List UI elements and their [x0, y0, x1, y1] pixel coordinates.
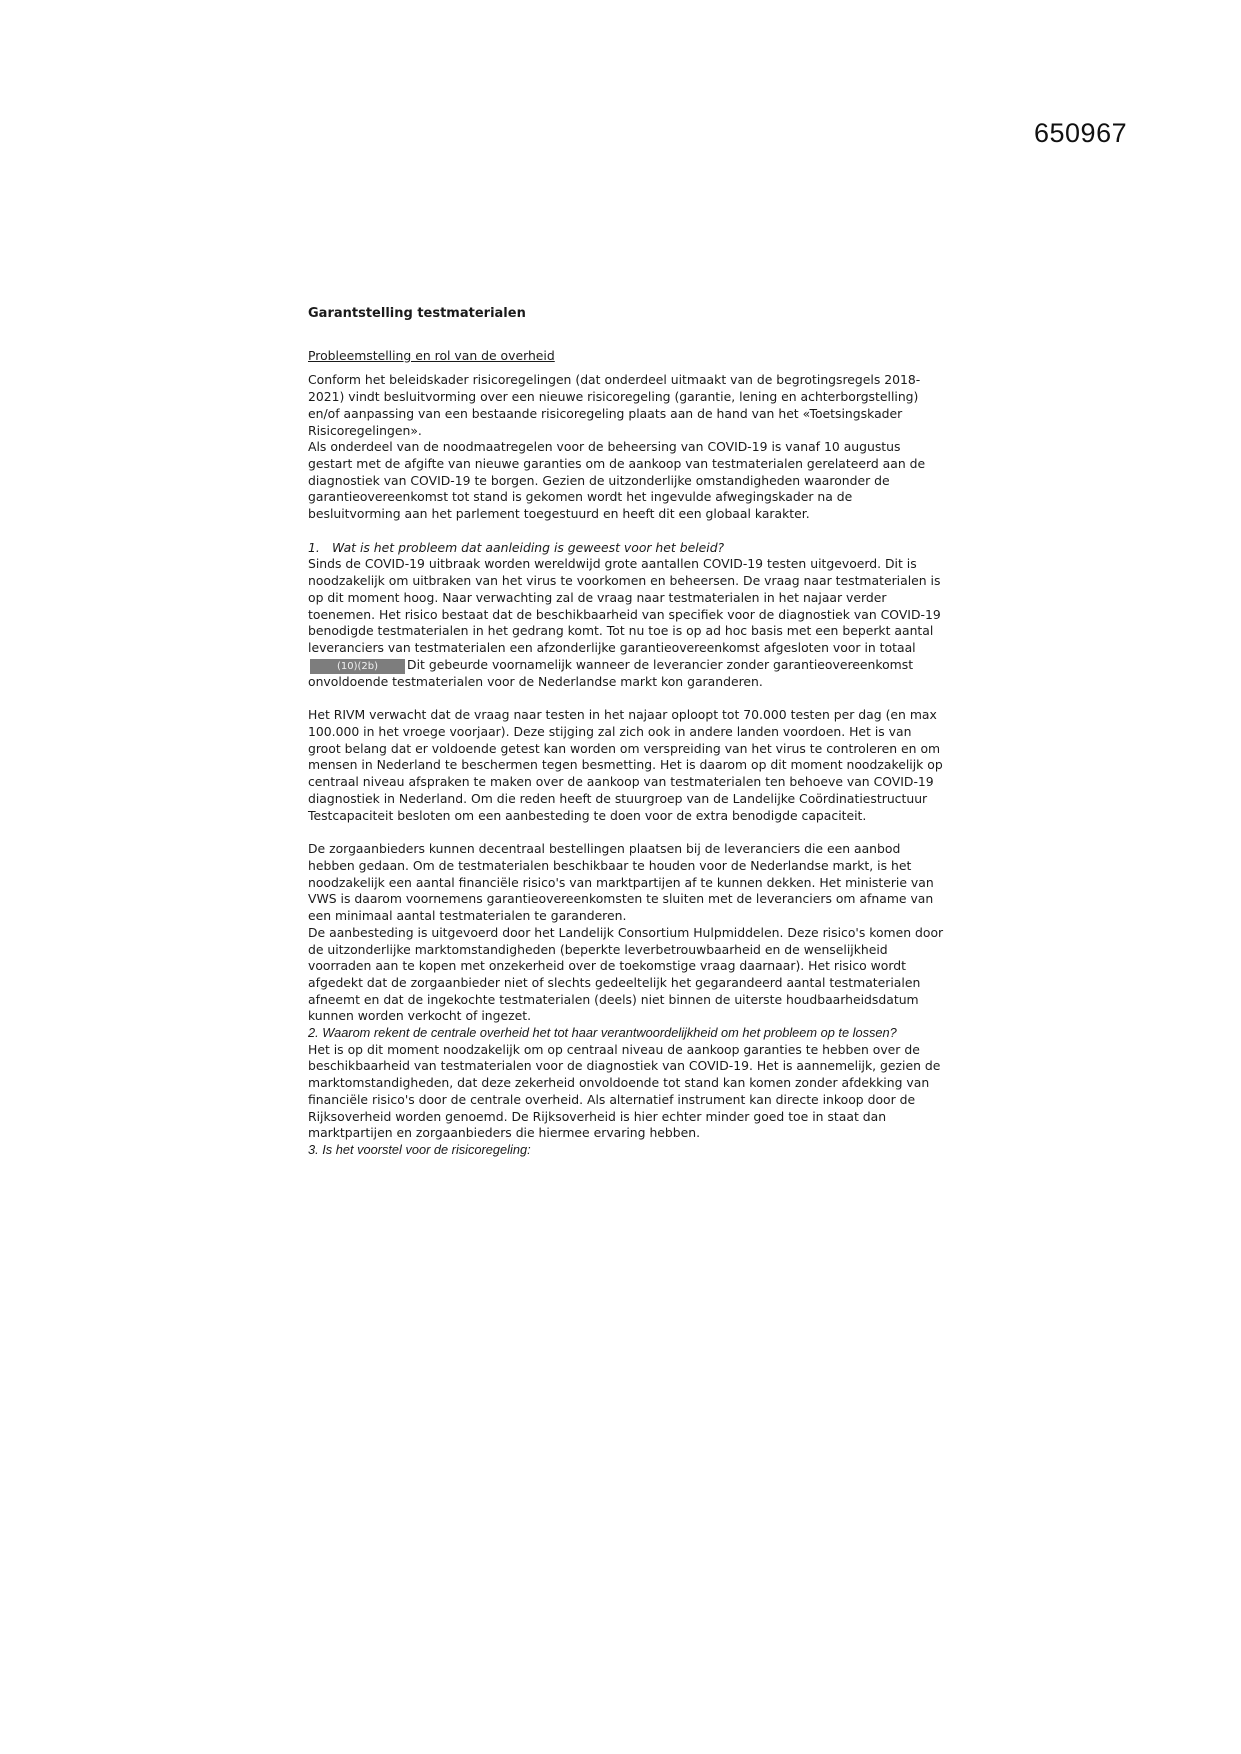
question-1: [308, 540, 948, 557]
document-number: 650967: [1034, 118, 1128, 148]
redaction-box: (10)(2b): [310, 659, 405, 674]
intro-paragraph-1: Conform het beleidskader risicoregelingen (dat onderdeel uitmaakt van de begrotingsregels 2018-2021) vindt besluitvorming over een nieuwe risicoregeling (garantie, lening en achterborgstelling) en/of aanpassing van een bestaande risicoregeling plaats aan de hand van het «Toetsingskader Risicoregelingen».: [308, 372, 921, 438]
document-body: [308, 306, 948, 1159]
answer-1-paragraph-3: De zorgaanbieders kunnen decentraal bestellingen plaatsen bij de leveranciers die een aanbod hebben gedaan. Om de testmaterialen beschikbaar te houden voor de Nederlandse markt, is het noodzakelijk een aantal financiële risico's van marktpartijen af te kunnen dekken. Het ministerie van VWS is daarom voornemens garantieovereenkomsten te sluiten met de leveranciers om afname van een minimaal aantal testmaterialen te garanderen.: [308, 841, 934, 924]
answer-1-paragraph-4: De aanbesteding is uitgevoerd door het Landelijk Consortium Hulpmiddelen. Deze risico's komen door de uitzonderlijke marktomstandigheden (beperkte leverbetrouwbaarheid en de wenselijkheid voorraden aan te kopen met onzekerheid over de toekomstige vraag daarnaar). Het risico wordt afgedekt dat de zorgaanbieder niet of slechts gedeeltelijk het gegarandeerd aantal testmaterialen afneemt en dat de ingekochte testmaterialen (deels) niet binnen de uiterste houdbaarheidsdatum kunnen worden verkocht of ingezet.: [308, 924, 944, 1024]
question-2: 2. Waarom rekent de centrale overheid het tot haar verantwoordelijkheid om het probleem op te lossen?: [308, 1025, 897, 1041]
question-3: 3. Is het voorstel voor de risicoregeling:: [308, 1141, 531, 1157]
answer-2-paragraph-1: Het is op dit moment noodzakelijk om op centraal niveau de aankoop garanties te hebben over de beschikbaarheid van testmaterialen voor de diagnostiek van COVID-19. Het is aannemelijk, gezien de marktomstandigheden, dat deze zekerheid onvoldoende tot stand kan komen zonder afdekking van financiële risico's door de centrale overheid. Als alternatief instrument kan directe inkoop door de Rijksoverheid worden genoemd. De Rijksoverheid is hier echter minder goed toe in staat dan marktpartijen en zorgaanbieders die hiermee ervaring hebben.: [308, 1041, 941, 1141]
section-subheading: Probleemstelling en rol van de overheid: [308, 347, 555, 363]
answer-1-text-after-redaction: Dit gebeurde voornamelijk wanneer de leverancier zonder garantieovereenkomst onvoldoende testmaterialen voor de Nederlandse markt kon garanderen.: [308, 656, 914, 689]
intro-paragraph-2: Als onderdeel van de noodmaatregelen voor de beheersing van COVID-19 is vanaf 10 augustus gestart met de afgifte van nieuwe garanties om de aankoop van testmaterialen gerelateerd aan de diagnostiek van COVID-19 te borgen. Gezien de uitzonderlijke omstandigheden waaronder de garantieovereenkomst tot stand is gekomen wordt het ingevulde afwegingskader na de besluitvorming aan het parlement toegestuurd en heeft dit een globaal karakter.: [308, 439, 926, 522]
answer-1-paragraph-2: Het RIVM verwacht dat de vraag naar testen in het najaar oploopt tot 70.000 testen per dag (en max 100.000 in het vroege voorjaar). Deze stijging zal zich ook in andere landen voordoen. Het is van groot belang dat er voldoende getest kan worden om verspreiding van het virus te controleren en om mensen in Nederland te beschermen tegen besmetting. Het is daarom op dit moment noodzakelijk op centraal niveau afspraken te maken over de aankoop van testmaterialen ten behoeve van COVID-19 diagnostiek in Nederland. Om die reden heeft de stuurgroep van de Landelijke Coördinatiestructuur Testcapaciteit besloten om een aanbesteding te doen voor de extra benodigde capaciteit.: [308, 707, 943, 823]
question-1-number: 1.: [308, 539, 320, 555]
document-title: Garantstelling testmaterialen: [308, 306, 526, 321]
question-1-text: Wat is het probleem dat aanleiding is geweest voor het beleid?: [332, 539, 725, 555]
answer-1-text-before-redaction: Sinds de COVID-19 uitbraak worden wereldwijd grote aantallen COVID-19 testen uitgevoerd. Dit is noodzakelijk om uitbraken van het virus te voorkomen en beheersen. De vraag naar testmaterialen is op dit moment hoog. Naar verwachting zal de vraag naar testmaterialen in het najaar verder toenemen. Het risico bestaat dat de beschikbaarheid van specifiek voor de diagnostiek van COVID-19 benodigde testmaterialen in het gedrang komt. Tot nu toe is op ad hoc basis met een beperkt aantal leveranciers van testmaterialen een afzonderlijke garantieovereenkomst afgesloten voor in totaal: [308, 556, 941, 655]
answer-1-paragraph-1: [308, 556, 948, 690]
